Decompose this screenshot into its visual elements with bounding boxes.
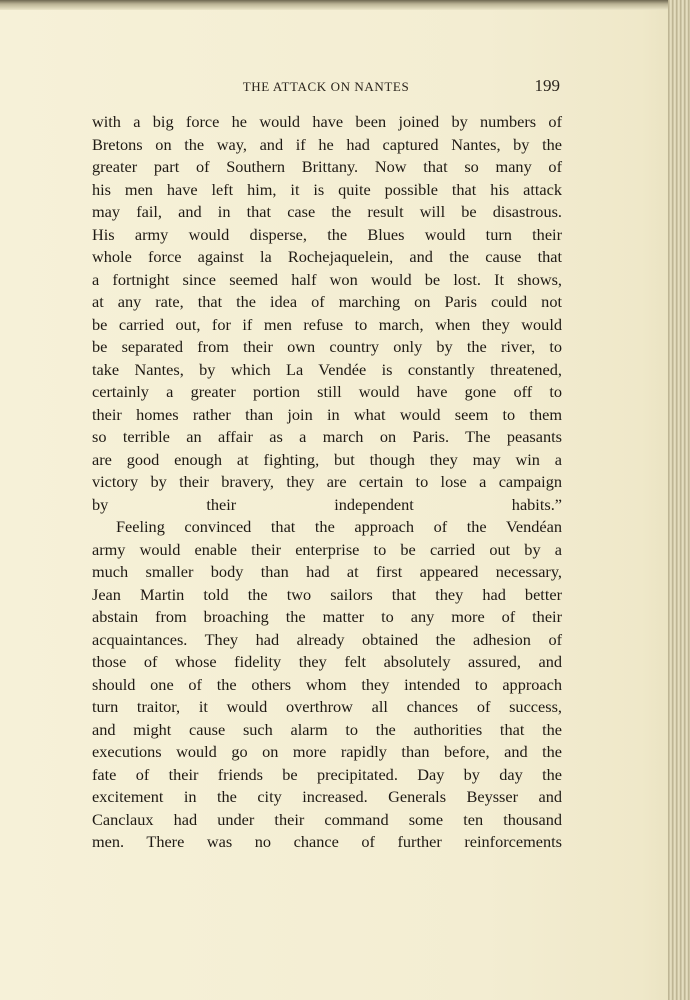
text-line: excitement in the city increased. Generals Beysser and [92, 787, 562, 806]
text-line: acquaintances. They had already obtained the adhesion of [92, 629, 562, 649]
text-line: may fail, and in that case the result will be disastrous. [92, 202, 562, 221]
text-line: should one of the others whom they intended to approach [92, 674, 562, 694]
text-line: abstain from broaching the matter to any more of their [92, 607, 562, 626]
text-line: by their independent habits.” [92, 494, 562, 514]
text-line: Bretons on the way, and if he had captured Nantes, by the [92, 134, 562, 154]
body-text [92, 111, 562, 854]
page-header [92, 76, 560, 98]
page-number: 199 [534, 76, 560, 95]
text-line: their homes rather than join in what would seem to them [92, 404, 562, 424]
page-top-edge [0, 0, 690, 10]
text-line: greater part of Southern Brittany. Now that so many of [92, 157, 562, 176]
text-line: much smaller body than had at first appeared necessary, [92, 562, 562, 581]
text-line: turn traitor, it would overthrow all chances of success, [92, 697, 562, 716]
text-line: His army would disperse, the Blues would turn their [92, 224, 562, 244]
page-right-edge [668, 0, 690, 1000]
text-line: be carried out, for if men refuse to march, when they would [92, 314, 562, 334]
text-line: those of whose fidelity they felt absolutely assured, and [92, 652, 562, 671]
text-line: certainly a greater portion still would have gone off to [92, 382, 562, 401]
text-line: army would enable their enterprise to be carried out by a [92, 539, 562, 559]
text-line: are good enough at fighting, but though they may win a [92, 449, 562, 469]
text-line: with a big force he would have been joined by numbers of [92, 112, 562, 131]
text-line: at any rate, that the idea of marching on Paris could not [92, 292, 562, 311]
text-line: victory by their bravery, they are certain to lose a campaign [92, 472, 562, 491]
text-line: Canclaux had under their command some ten thousand [92, 809, 562, 829]
text-line: executions would go on more rapidly than before, and the [92, 742, 562, 761]
text-line: so terrible an affair as a march on Paris. The peasants [92, 427, 562, 446]
text-line: fate of their friends be precipitated. Day by day the [92, 764, 562, 784]
text-line: Jean Martin told the two sailors that they had better [92, 584, 562, 604]
running-title: THE ATTACK ON NANTES [242, 79, 410, 94]
text-line: be separated from their own country only by the river, to [92, 337, 562, 356]
text-line: his men have left him, it is quite possible that his attack [92, 179, 562, 199]
text-line: take Nantes, by which La Vendée is constantly threatened, [92, 359, 562, 379]
text-line: whole force against la Rochejaquelein, and the cause that [92, 247, 562, 266]
text-line: men. There was no chance of further reinforcements [92, 832, 562, 851]
text-line: and might cause such alarm to the authorities that the [92, 719, 562, 739]
text-line: a fortnight since seemed half won would be lost. It shows, [92, 269, 562, 289]
text-line: Feeling convinced that the approach of the Vendéan [116, 517, 562, 536]
